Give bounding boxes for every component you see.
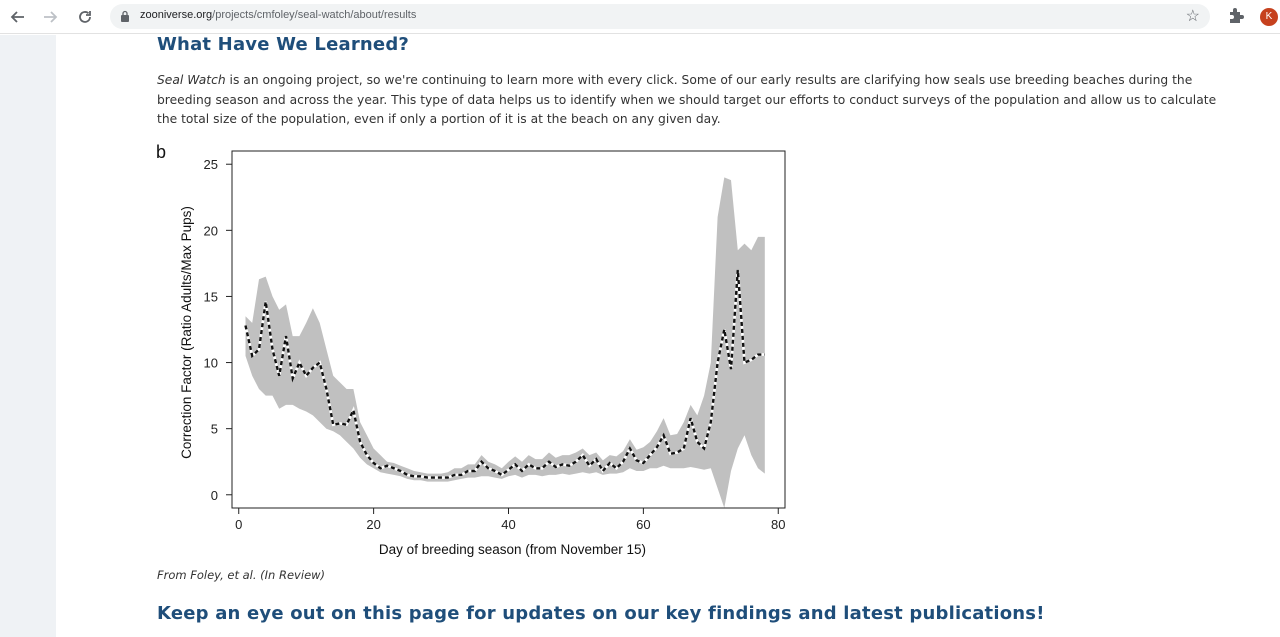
figure-caption: From Foley, et al. (In Review) [157,568,326,582]
x-tick-label: 20 [366,517,381,532]
profile-avatar[interactable]: K [1260,8,1278,26]
x-tick-label: 40 [501,517,516,532]
extensions-puzzle-icon[interactable] [1226,6,1246,26]
y-tick-label: 25 [203,157,218,173]
y-tick-label: 10 [203,355,218,371]
left-gutter [0,35,56,637]
confidence-band [246,177,765,508]
heading-keep-an-eye-out: Keep an eye out on this page for updates on our key findings and latest publications! [157,603,1045,624]
panel-label: b [156,142,167,162]
back-arrow-icon[interactable] [6,5,30,29]
intro-paragraph [157,71,1237,130]
url-path: /projects/cmfoley/seal-watch/about/results [212,9,417,21]
project-name: Seal Watch [157,73,226,87]
y-tick-label: 5 [210,421,218,437]
heading-what-have-we-learned: What Have We Learned? [157,34,410,55]
x-axis-label: Day of breeding season (from November 15) [378,542,647,557]
y-tick-label: 20 [203,223,218,239]
bookmark-star-icon[interactable]: ☆ [1185,8,1200,25]
x-tick-label: 60 [636,517,651,532]
forward-arrow-icon[interactable] [38,5,62,29]
correction-factor-chart [150,138,800,568]
url-host: zooniverse.org [140,9,213,21]
url-text [140,9,416,21]
y-tick-label: 0 [210,487,218,503]
lock-icon [120,10,130,22]
browser-toolbar [0,0,1280,34]
y-axis-label: Correction Factor (Ratio Adults/Max Pups) [179,206,194,459]
address-bar[interactable] [110,4,1210,29]
y-tick-label: 15 [203,289,218,305]
results-figure [150,138,800,568]
intro-text: is an ongoing project, so we're continuing to learn more with every click. Some of our early results are clarifying how seals use breeding beaches during the breeding season and across the year. This type of data helps us to identify when we should target our efforts to conduct surveys of the population and allow us to calculate the total size of the population, even if only a portion of it is at the beach on any given day. [157,73,1217,126]
x-tick-label: 0 [235,517,243,532]
reload-icon[interactable] [73,5,97,29]
x-tick-label: 80 [771,517,786,532]
